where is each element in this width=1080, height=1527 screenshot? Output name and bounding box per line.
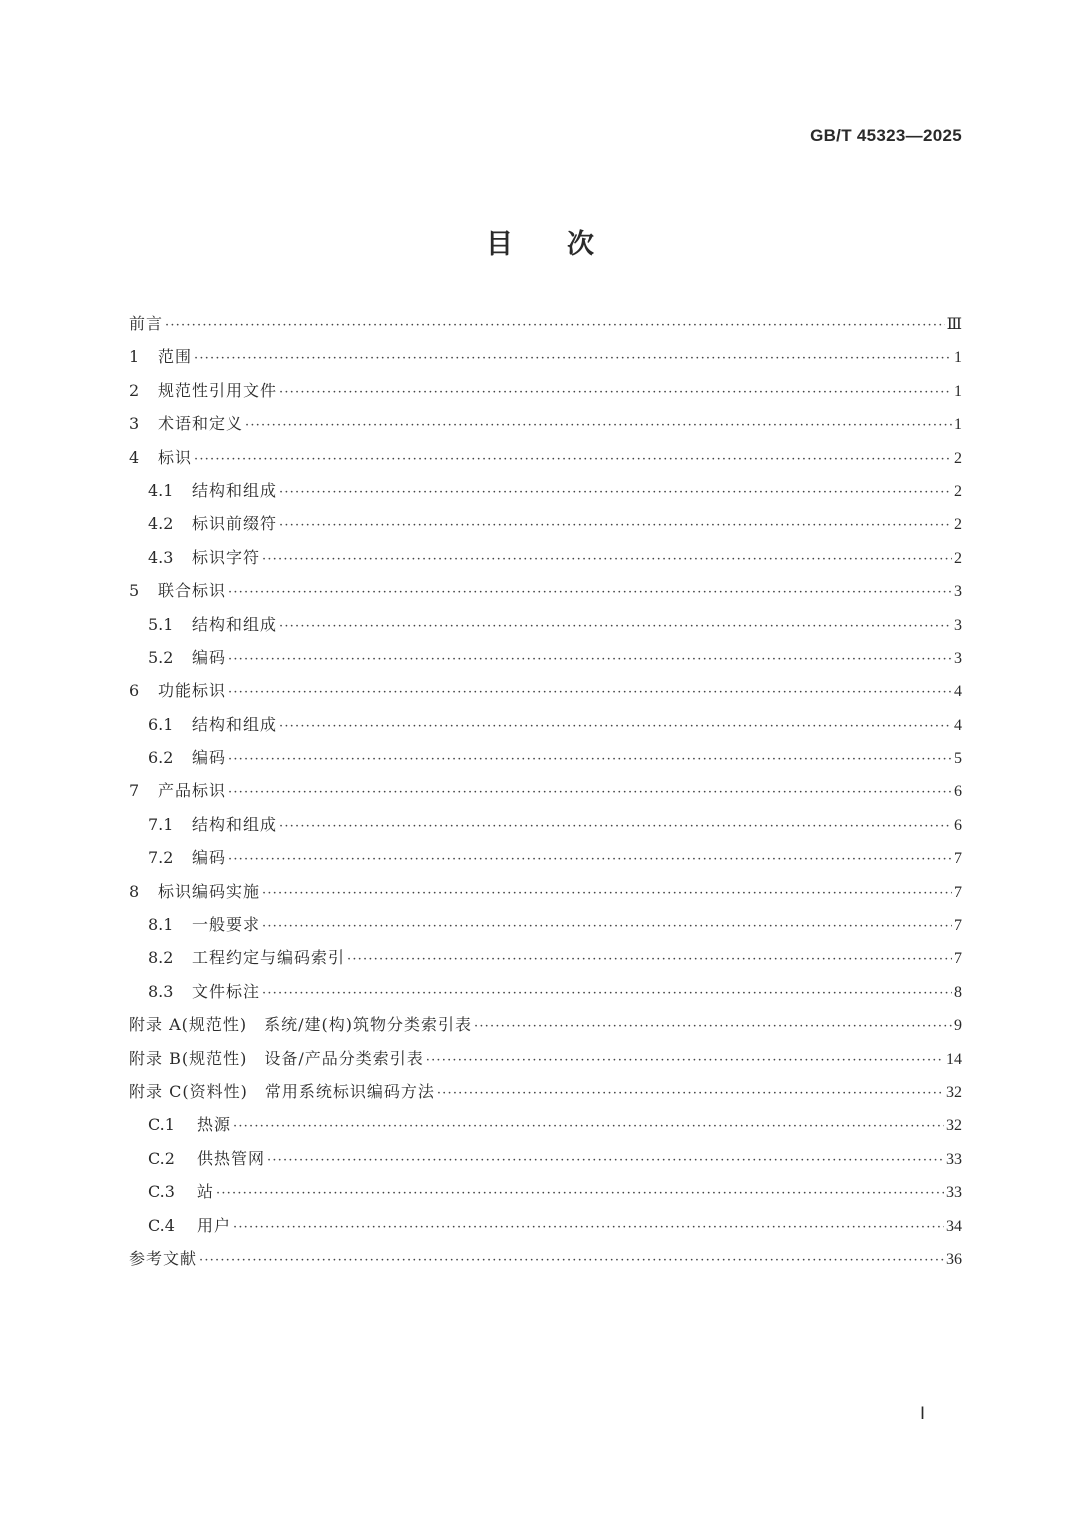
- toc-entry-label: 文件标注: [192, 981, 261, 1001]
- toc-entry-number: 6.2: [148, 748, 174, 768]
- toc-entry-label: 编码: [192, 647, 227, 667]
- toc-entry-2[interactable]: [129, 374, 962, 407]
- toc-entry-page: 7: [954, 950, 962, 968]
- toc-entry-number: 1: [129, 347, 140, 367]
- toc-entry-c-3[interactable]: [129, 1175, 962, 1208]
- toc-entry-page: 33: [946, 1184, 962, 1202]
- toc-entry-number: C.3: [148, 1182, 175, 1202]
- toc-leader-dots: [426, 1044, 944, 1077]
- page-folio: Ⅰ: [920, 1404, 926, 1423]
- toc-entry-label: 结构和组成: [192, 714, 278, 734]
- toc-entry-label: 结构和组成: [192, 814, 278, 834]
- toc-entry-7[interactable]: [129, 774, 962, 807]
- toc-entry-page: 34: [946, 1217, 962, 1235]
- toc-entry-page: 7: [954, 850, 962, 868]
- toc-leader-dots: [233, 1110, 944, 1143]
- toc-entry-label: 范围: [158, 347, 193, 367]
- toc-entry-page: Ⅲ: [946, 316, 962, 333]
- toc-entry-label: 标识: [158, 447, 193, 467]
- toc-leader-dots: [279, 810, 952, 843]
- toc-entry-label: 用户: [197, 1215, 232, 1235]
- toc-entry-number: 4.2: [148, 514, 174, 534]
- toc-entry-page: 9: [954, 1017, 962, 1035]
- toc-entry-page: 3: [954, 649, 962, 667]
- toc-entry-c-4[interactable]: [129, 1209, 962, 1242]
- toc-entry-6-1[interactable]: [129, 708, 962, 741]
- toc-entry-number: 2: [129, 380, 140, 400]
- toc-entry-label: 附录 A(规范性) 系统/建(构)筑物分类索引表: [129, 1015, 473, 1035]
- toc-leader-dots: [279, 610, 952, 643]
- toc-leader-dots: [267, 1144, 944, 1177]
- toc-entry-label: 附录 B(规范性) 设备/产品分类索引表: [129, 1048, 424, 1068]
- toc-entry-number: 6.1: [148, 714, 174, 734]
- toc-entry-label: 编码: [192, 848, 227, 868]
- toc-entry-bibliography[interactable]: [129, 1242, 962, 1275]
- toc-entry-page: 5: [954, 750, 962, 768]
- toc-entry-number: 3: [129, 414, 140, 434]
- toc-entry-page: 36: [946, 1250, 962, 1268]
- toc-entry-label: 结构和组成: [192, 480, 278, 500]
- toc-entry-page: 8: [954, 983, 962, 1001]
- toc-entry-annex-a[interactable]: [129, 1008, 962, 1041]
- toc-leader-dots: [165, 309, 945, 342]
- table-of-contents: [129, 307, 962, 1275]
- toc-leader-dots: [474, 1010, 952, 1043]
- toc-entry-number: 4: [129, 447, 140, 467]
- toc-entry-page: 7: [954, 917, 962, 935]
- toc-entry-4-2[interactable]: [129, 507, 962, 540]
- toc-entry-number: C.2: [148, 1148, 175, 1168]
- toc-entry-5[interactable]: [129, 574, 962, 607]
- toc-entry-annex-c[interactable]: [129, 1075, 962, 1108]
- toc-leader-dots: [199, 1244, 944, 1277]
- toc-entry-label: 联合标识: [158, 581, 227, 601]
- toc-entry-page: 6: [954, 816, 962, 834]
- toc-entry-number: C.4: [148, 1215, 175, 1235]
- toc-entry-page: 2: [954, 449, 962, 467]
- toc-entry-number: 4.3: [148, 547, 174, 567]
- toc-leader-dots: [279, 376, 952, 409]
- toc-leader-dots: [228, 776, 952, 809]
- toc-entry-6-2[interactable]: [129, 741, 962, 774]
- toc-entry-number: 5.2: [148, 647, 174, 667]
- toc-leader-dots: [262, 877, 952, 910]
- toc-entry-3[interactable]: [129, 407, 962, 440]
- toc-entry-c-2[interactable]: [129, 1142, 962, 1175]
- page-title: 目次: [486, 229, 648, 260]
- toc-entry-label: 标识前缀符: [192, 514, 278, 534]
- toc-entry-page: 2: [954, 516, 962, 534]
- toc-entry-6[interactable]: [129, 674, 962, 707]
- toc-entry-number: 8.2: [148, 948, 174, 968]
- toc-leader-dots: [228, 643, 952, 676]
- toc-leader-dots: [216, 1177, 944, 1210]
- toc-entry-page: 4: [954, 683, 962, 701]
- toc-entry-page: 3: [954, 583, 962, 601]
- toc-entry-8[interactable]: [129, 875, 962, 908]
- toc-leader-dots: [228, 843, 952, 876]
- toc-entry-page: 4: [954, 716, 962, 734]
- toc-entry-page: 7: [954, 883, 962, 901]
- toc-entry-page: 1: [954, 349, 962, 367]
- toc-leader-dots: [262, 543, 952, 576]
- toc-entry-label: 编码: [192, 748, 227, 768]
- toc-leader-dots: [194, 342, 952, 375]
- toc-leader-dots: [279, 509, 952, 542]
- toc-entry-page: 1: [954, 416, 962, 434]
- toc-leader-dots: [194, 443, 952, 476]
- toc-leader-dots: [279, 476, 952, 509]
- toc-entry-7-2[interactable]: [129, 841, 962, 874]
- toc-entry-label: 供热管网: [197, 1148, 266, 1168]
- toc-entry-7-1[interactable]: [129, 808, 962, 841]
- toc-entry-page: 6: [954, 783, 962, 801]
- toc-leader-dots: [228, 743, 952, 776]
- toc-entry-number: 7.2: [148, 848, 174, 868]
- toc-entry-foreword[interactable]: [129, 307, 962, 340]
- toc-entry-number: 8.3: [148, 981, 174, 1001]
- toc-entry-number: 7: [129, 781, 140, 801]
- toc-entry-label: 工程约定与编码索引: [192, 948, 346, 968]
- toc-leader-dots: [279, 710, 952, 743]
- toc-entry-number: C.1: [148, 1115, 175, 1135]
- toc-entry-page: 1: [954, 382, 962, 400]
- toc-entry-page: 32: [946, 1083, 962, 1101]
- toc-leader-dots: [245, 409, 952, 442]
- toc-entry-8-2[interactable]: [129, 941, 962, 974]
- toc-leader-dots: [228, 576, 952, 609]
- toc-entry-number: 5: [129, 581, 140, 601]
- toc-entry-page: 14: [946, 1050, 962, 1068]
- toc-entry-label: 一般要求: [192, 915, 261, 935]
- toc-entry-label: 前言: [129, 314, 164, 333]
- toc-entry-c-1[interactable]: [129, 1108, 962, 1141]
- toc-entry-4[interactable]: [129, 441, 962, 474]
- toc-entry-label: 参考文献: [129, 1248, 198, 1268]
- toc-entry-label: 标识字符: [192, 547, 261, 567]
- toc-entry-label: 功能标识: [158, 681, 227, 701]
- toc-entry-page: 2: [954, 549, 962, 567]
- toc-entry-label: 结构和组成: [192, 614, 278, 634]
- toc-leader-dots: [262, 977, 952, 1010]
- toc-entry-page: 2: [954, 482, 962, 500]
- standard-number: GB/T 45323—2025: [810, 126, 962, 145]
- toc-entry-page: 33: [946, 1150, 962, 1168]
- toc-entry-4-3[interactable]: [129, 541, 962, 574]
- toc-leader-dots: [262, 910, 952, 943]
- toc-entry-label: 术语和定义: [158, 414, 244, 434]
- toc-entry-number: 7.1: [148, 814, 174, 834]
- toc-entry-5-2[interactable]: [129, 641, 962, 674]
- toc-entry-label: 附录 C(资料性) 常用系统标识编码方法: [129, 1081, 435, 1101]
- toc-entry-number: 4.1: [148, 480, 174, 500]
- toc-entry-number: 6: [129, 681, 140, 701]
- toc-leader-dots: [347, 943, 952, 976]
- toc-entry-label: 产品标识: [158, 781, 227, 801]
- toc-entry-label: 热源: [197, 1115, 232, 1135]
- toc-entry-1[interactable]: [129, 340, 962, 373]
- toc-entry-number: 8: [129, 881, 140, 901]
- toc-entry-number: 8.1: [148, 915, 174, 935]
- toc-entry-label: 站: [197, 1182, 215, 1202]
- toc-entry-4-1[interactable]: [129, 474, 962, 507]
- toc-entry-page: 32: [946, 1117, 962, 1135]
- toc-entry-8-1[interactable]: [129, 908, 962, 941]
- toc-entry-page: 3: [954, 616, 962, 634]
- toc-leader-dots: [228, 676, 952, 709]
- toc-leader-dots: [437, 1077, 944, 1110]
- toc-entry-annex-b[interactable]: [129, 1042, 962, 1075]
- toc-entry-label: 标识编码实施: [158, 881, 261, 901]
- toc-entry-number: 5.1: [148, 614, 174, 634]
- toc-entry-label: 规范性引用文件: [158, 380, 278, 400]
- toc-entry-5-1[interactable]: [129, 608, 962, 641]
- toc-leader-dots: [233, 1211, 944, 1244]
- toc-entry-8-3[interactable]: [129, 975, 962, 1008]
